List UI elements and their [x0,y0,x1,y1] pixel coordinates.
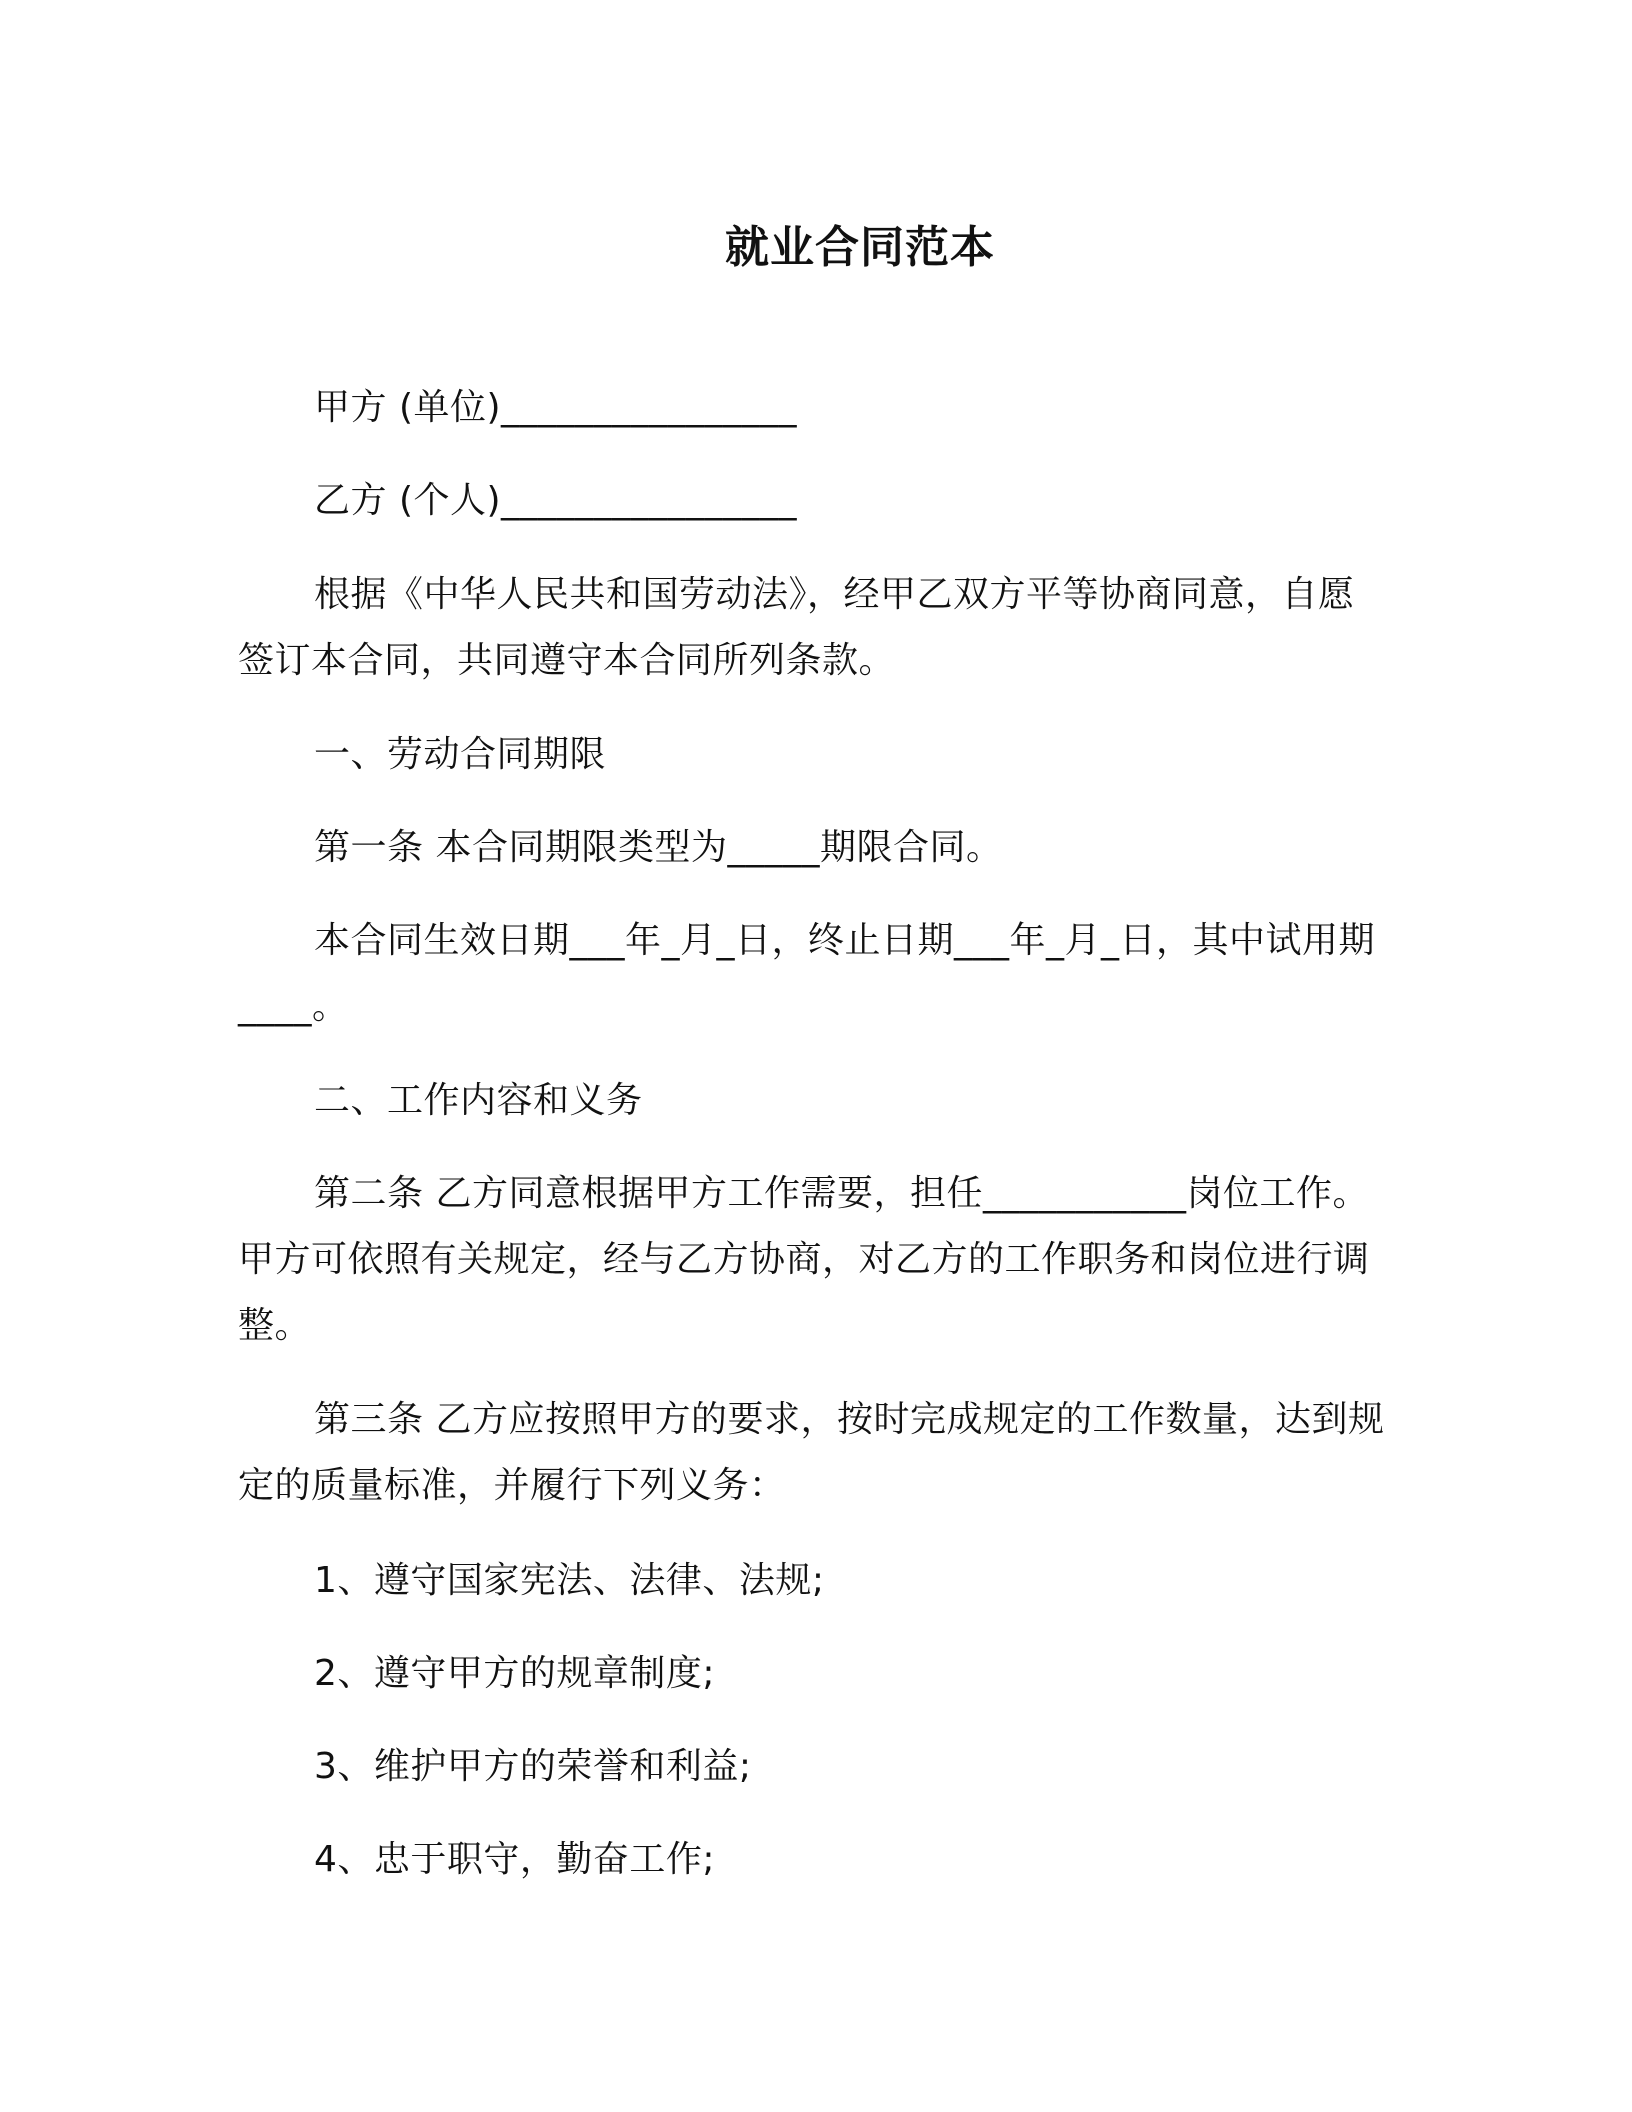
duty-item-4-block [238,1827,1388,1893]
article-3-block [238,1387,1388,1519]
paragraph-party-b: 乙方 (个人)________________ [314,480,798,521]
article-2-block [238,1161,1388,1359]
paragraph-preamble: 根据《中华人民共和国劳动法》，经甲乙双方平等协商同意，自愿签订本合同，共同遵守本合同所列条款。 [238,574,1355,681]
party-a-line [238,375,1388,441]
party-b-line [238,468,1388,534]
list-item: 1、遵守国家宪法、法律、法规; [314,1560,825,1601]
paragraph-article-1: 第一条 本合同期限类型为_____期限合同。 [314,827,1003,868]
duty-item-1-block [238,1548,1388,1614]
list-item: 3、维护甲方的荣誉和利益; [314,1746,752,1787]
document-title: 就业合同范本 [725,222,995,273]
list-item: 2、遵守甲方的规章制度; [314,1653,716,1694]
section-1-heading-block [238,722,1388,788]
article-1-block [238,815,1388,881]
paragraph-effective-date: 本合同生效日期___年_月_日，终止日期___年_月_日，其中试用期____。 [238,920,1376,1027]
list-item: 4、忠于职守，勤奋工作; [314,1839,716,1880]
duty-item-3-block [238,1734,1388,1800]
paragraph-article-2: 第二条 乙方同意根据甲方工作需要，担任___________岗位工作。甲方可依照有关规定，经与乙方协商，对乙方的工作职务和岗位进行调整。 [238,1173,1370,1346]
section-heading-term: 一、劳动合同期限 [314,734,607,775]
duty-item-2-block [238,1641,1388,1707]
paragraph-party-a: 甲方 (单位)________________ [314,387,798,428]
paragraph-article-3: 第三条 乙方应按照甲方的要求，按时完成规定的工作数量，达到规定的质量标准，并履行下列义务： [238,1399,1385,1506]
effective-date-block [238,908,1388,1040]
section-2-heading-block [238,1068,1388,1134]
section-heading-duties: 二、工作内容和义务 [314,1080,643,1121]
preamble-block [238,562,1388,694]
